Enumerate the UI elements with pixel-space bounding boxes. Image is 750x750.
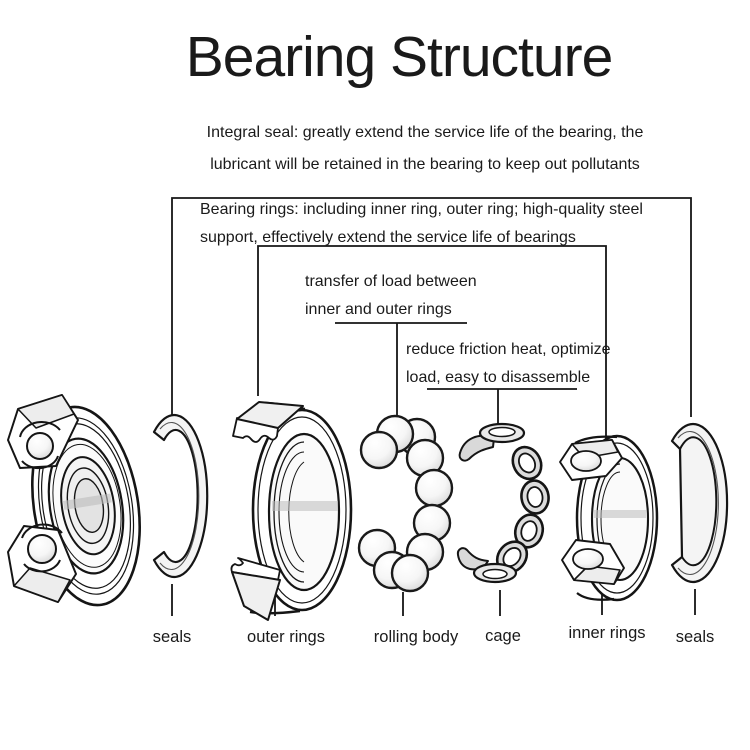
annotation-cage — [406, 336, 611, 392]
label-inner-rings: inner rings — [568, 624, 646, 642]
annotation-integral-seal-line1: Integral seal: greatly extend the service life of the bearing, the — [206, 124, 644, 141]
annotation-integral-seal-line2: lubricant will be retained in the bearing to keep out pollutants — [210, 156, 640, 173]
annotation-rolling-body-line1: transfer of load between — [305, 273, 477, 290]
assembled-bearing-drawing — [8, 395, 153, 613]
annotation-bearing-rings-line1: Bearing rings: including inner ring, outer ring; high-quality steel — [200, 201, 643, 218]
annotation-bearing-rings — [200, 196, 643, 252]
label-seals-right: seals — [675, 628, 715, 646]
seal-left-drawing — [154, 415, 207, 577]
annotation-bearing-rings-line2: support, effectively extend the service life of bearings — [200, 229, 576, 246]
label-cage: cage — [485, 627, 521, 645]
annotation-rolling-body-line2: inner and outer rings — [305, 301, 452, 318]
inner-ring-drawing — [560, 436, 657, 600]
label-seals-left: seals — [152, 628, 192, 646]
annotation-rolling-body — [305, 268, 477, 324]
label-outer-rings: outer rings — [247, 628, 325, 646]
cage-drawing — [458, 424, 551, 582]
annotation-cage-line2: load, easy to disassemble — [406, 369, 591, 386]
outer-ring-drawing — [231, 402, 351, 620]
annotation-integral-seal — [207, 117, 644, 181]
annotation-cage-line1: reduce friction heat, optimize — [406, 341, 611, 358]
page-title: Bearing Structure — [185, 25, 613, 89]
seal-right-drawing — [672, 424, 727, 582]
label-rolling-body: rolling body — [373, 628, 459, 646]
rolling-body-drawing — [359, 416, 452, 591]
